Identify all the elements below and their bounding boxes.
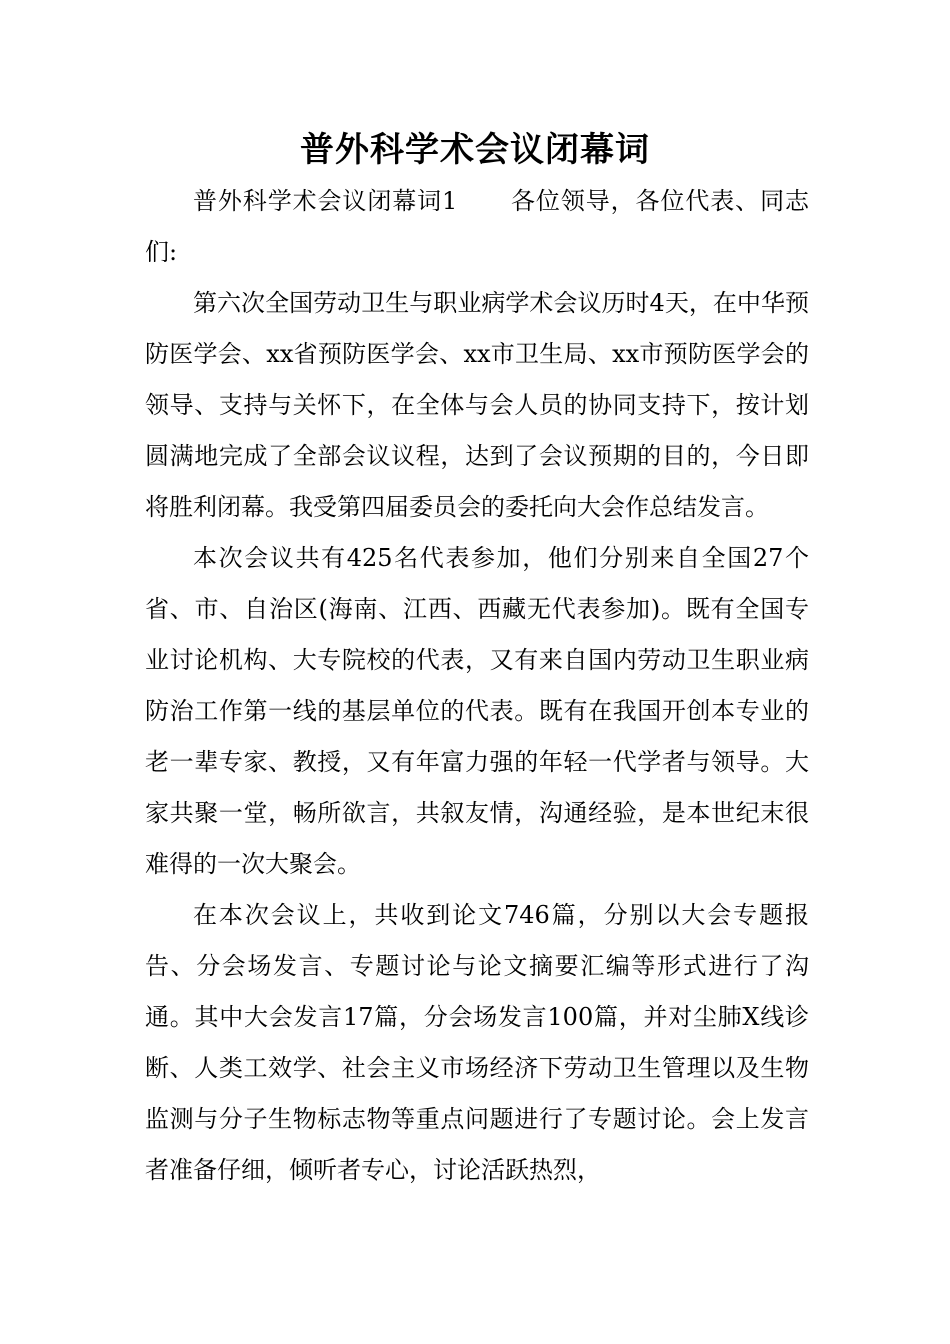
- opening-paragraph: [145, 176, 809, 278]
- paragraph-2: 本次会议共有425名代表参加，他们分别来自全国27个省、市、自治区(海南、江西、西藏无代表参加)。既有全国专业讨论机构、大专院校的代表，又有来自国内劳动卫生职业病防治工作第一线的基层单位的代表。既有在我国开创本专业的老一辈专家、教授，又有年富力强的年轻一代学者与领导。大家共聚一堂，畅所欲言，共叙友情，沟通经验，是本世纪末很难得的一次大聚会。: [145, 544, 809, 878]
- document-body: [145, 176, 809, 1196]
- document-title: 普外科学术会议闭幕词: [300, 130, 650, 170]
- paragraph-1: 第六次全国劳动卫生与职业病学术会议历时4天，在中华预防医学会、xx省预防医学会、xx市卫生局、xx市预防医学会的领导、支持与关怀下，在全体与会人员的协同支持下，按计划圆满地完成了全部会议议程，达到了会议预期的目的，今日即将胜利闭幕。我受第四届委员会的委托向大会作总结发言。: [145, 289, 809, 521]
- paragraph-3: 在本次会议上，共收到论文746篇，分别以大会专题报告、分会场发言、专题讨论与论文摘要汇编等形式进行了沟通。其中大会发言17篇，分会场发言100篇，并对尘肺X线诊断、人类工效学、社会主义市场经济下劳动卫生管理以及生物监测与分子生物标志物等重点问题进行了专题讨论。会上发言者准备仔细，倾听者专心，讨论活跃热烈，: [145, 901, 809, 1184]
- opening-heading: 普外科学术会议闭幕词1: [193, 187, 458, 215]
- salutation: 各位领导，各位代表、同志们:: [145, 187, 809, 266]
